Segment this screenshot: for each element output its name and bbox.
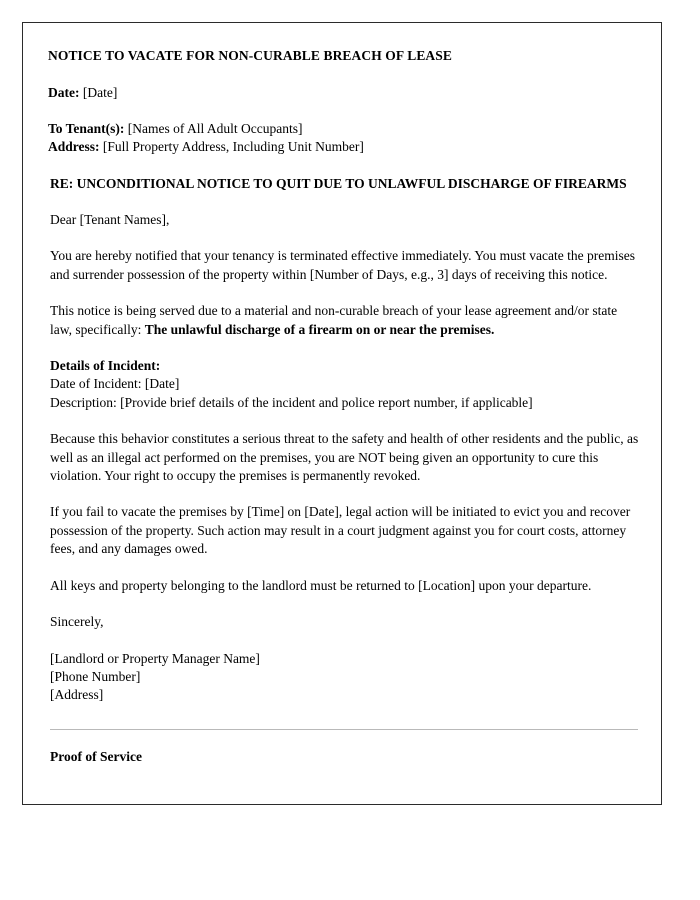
- paragraph-breach-lead: This notice is being served due to a material and non-curable breach of your lease agreement and/or state law, specifically:: [50, 303, 618, 337]
- incident-description-line: Description: [Provide brief details of the incident and police report number, if applicable]: [50, 394, 533, 410]
- proof-of-service-heading: Proof of Service: [50, 748, 142, 764]
- paragraph-breach-emphasis: The unlawful discharge of a firearm on or near the premises.: [144, 321, 495, 337]
- incident-date-line: Date of Incident: [Date]: [50, 376, 180, 392]
- document-page: [22, 22, 662, 805]
- signature-address: [Address]: [50, 687, 104, 703]
- signature-name: [Landlord or Property Manager Name]: [50, 650, 260, 666]
- paragraph-keys-return: All keys and property belonging to the landlord must be returned to [Location] upon your departure.: [50, 577, 592, 593]
- incident-heading: Details of Incident:: [50, 358, 161, 374]
- signature-phone: [Phone Number]: [50, 668, 141, 684]
- paragraph-breach: [50, 302, 639, 339]
- address-value: [Full Property Address, Including Unit Number]: [102, 139, 364, 154]
- paragraph-legal-action: If you fail to vacate the premises by [Time] on [Date], legal action will be initiated to evict you and recover possession of the property. Such action may result in a court judgment against you for court costs, attorney fees, and any damages owed.: [50, 504, 631, 557]
- salutation: Dear [Tenant Names],: [50, 212, 170, 227]
- paragraph-no-cure: Because this behavior constitutes a serious threat to the safety and health of other residents and the public, as well as an illegal act performed on the premises, you are NOT being given an opportunity to cure this violation. Your right to occupy the premises is permanently revoked.: [50, 431, 639, 484]
- document-body-block: [23, 211, 661, 705]
- tenant-label: To Tenant(s):: [48, 121, 125, 136]
- page-title: NOTICE TO VACATE FOR NON-CURABLE BREACH OF LEASE: [48, 48, 452, 63]
- subject-heading: RE: UNCONDITIONAL NOTICE TO QUIT DUE TO UNLAWFUL DISCHARGE OF FIREARMS: [50, 176, 627, 191]
- address-label: Address:: [48, 139, 100, 154]
- tenant-value: [Names of All Adult Occupants]: [127, 121, 303, 136]
- closing-salutation: Sincerely,: [50, 614, 104, 630]
- paragraph-termination: You are hereby notified that your tenancy is terminated effective immediately. You must vacate the premises and surrender possession of the property within [Number of Days, e.g., 3] days of receiving this notice.: [50, 248, 635, 282]
- tenant-line: [48, 120, 639, 138]
- address-line: [48, 138, 639, 156]
- document-header-block: [23, 47, 661, 156]
- document-body: [23, 23, 661, 766]
- date-line: [48, 84, 639, 102]
- date-label: Date:: [48, 85, 80, 100]
- section-divider: [50, 729, 638, 730]
- date-value: [Date]: [82, 85, 118, 100]
